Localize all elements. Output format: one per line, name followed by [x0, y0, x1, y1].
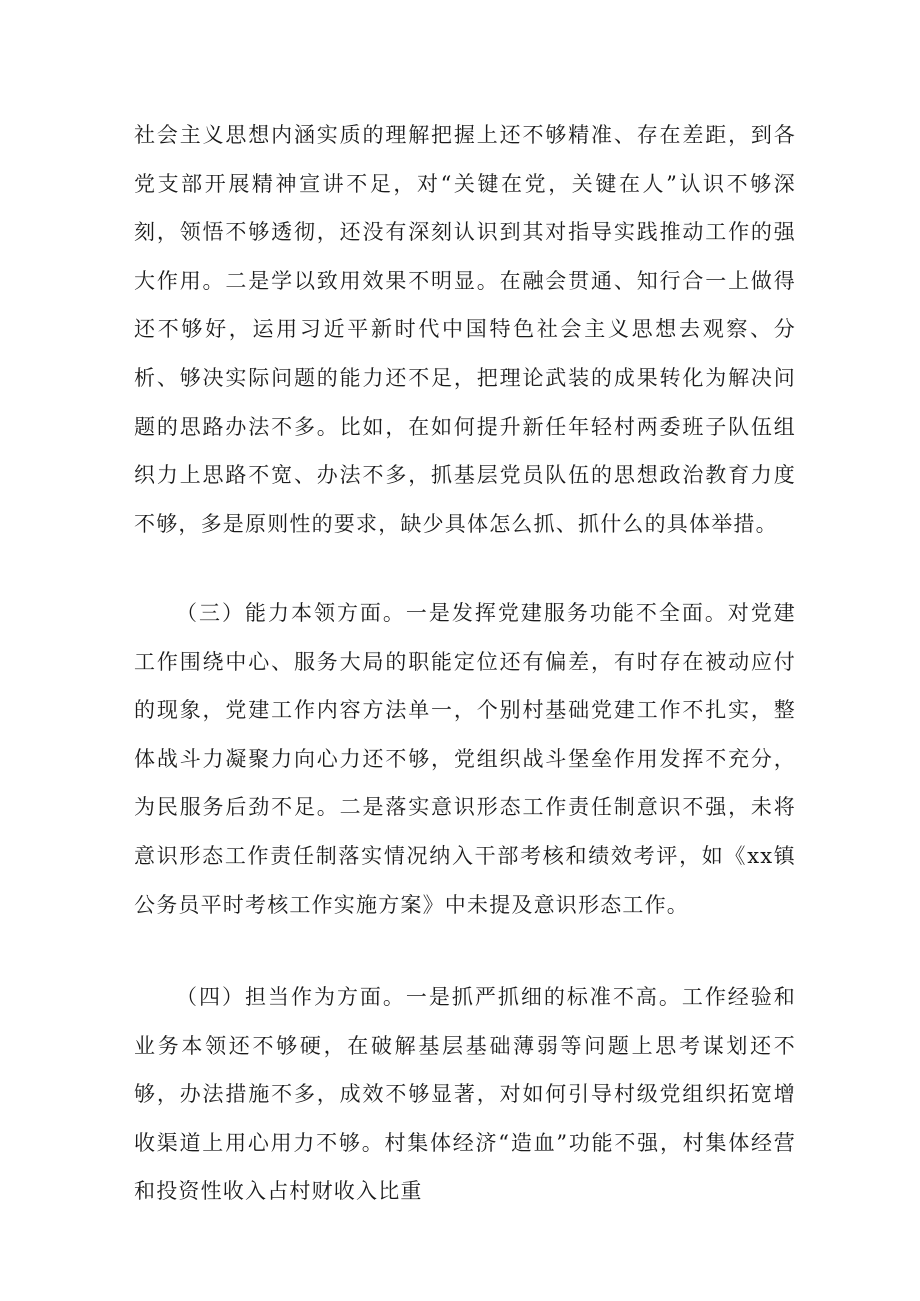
paragraph-ability: （三）能力本领方面。一是发挥党建服务功能不全面。对党建工作围绕中心、服务大局的职能定位还有偏差，有时存在被动应付的现象，党建工作内容方法单一，个别村基础党建工作不扎实，整体战斗力凝聚力向心力还不够，党组织战斗堡垒作用发挥不充分，为民服务后劲不足。二是落实意识形态工作责任制意识不强，未将意识形态工作责任制落实情况纳入干部考核和绩效考评，如《xx镇公务员平时考核工作实施方案》中未提及意识形态工作。 [134, 601, 796, 917]
paragraph-responsibility: （四）担当作为方面。一是抓严抓细的标准不高。工作经验和业务本领还不够硬，在破解基层基础薄弱等问题上思考谋划还不够，办法措施不多，成效不够显著，对如何引导村级党组织拓宽增收渠道上用心用力不够。村集体经济“造血”功能不强，村集体经营和投资性收入占村财收入比重 [134, 985, 796, 1204]
paragraph-continued: 社会主义思想内涵实质的理解把握上还不够精准、存在差距，到各党支部开展精神宣讲不足，对“关键在党，关键在人”认识不够深刻，领悟不够透彻，还没有深刻认识到其对指导实践推动工作的强大作用。二是学以致用效果不明显。在融会贯通、知行合一上做得还不够好，运用习近平新时代中国特色社会主义思想去观察、分析、够决实际问题的能力还不足，把理论武装的成果转化为解决问题的思路办法不多。比如，在如何提升新任年轻村两委班子队伍组织力上思路不宽、办法不多，抓基层党员队伍的思想政治教育力度不够，多是原则性的要求，缺少具体怎么抓、抓什么的具体举措。 [134, 123, 796, 536]
